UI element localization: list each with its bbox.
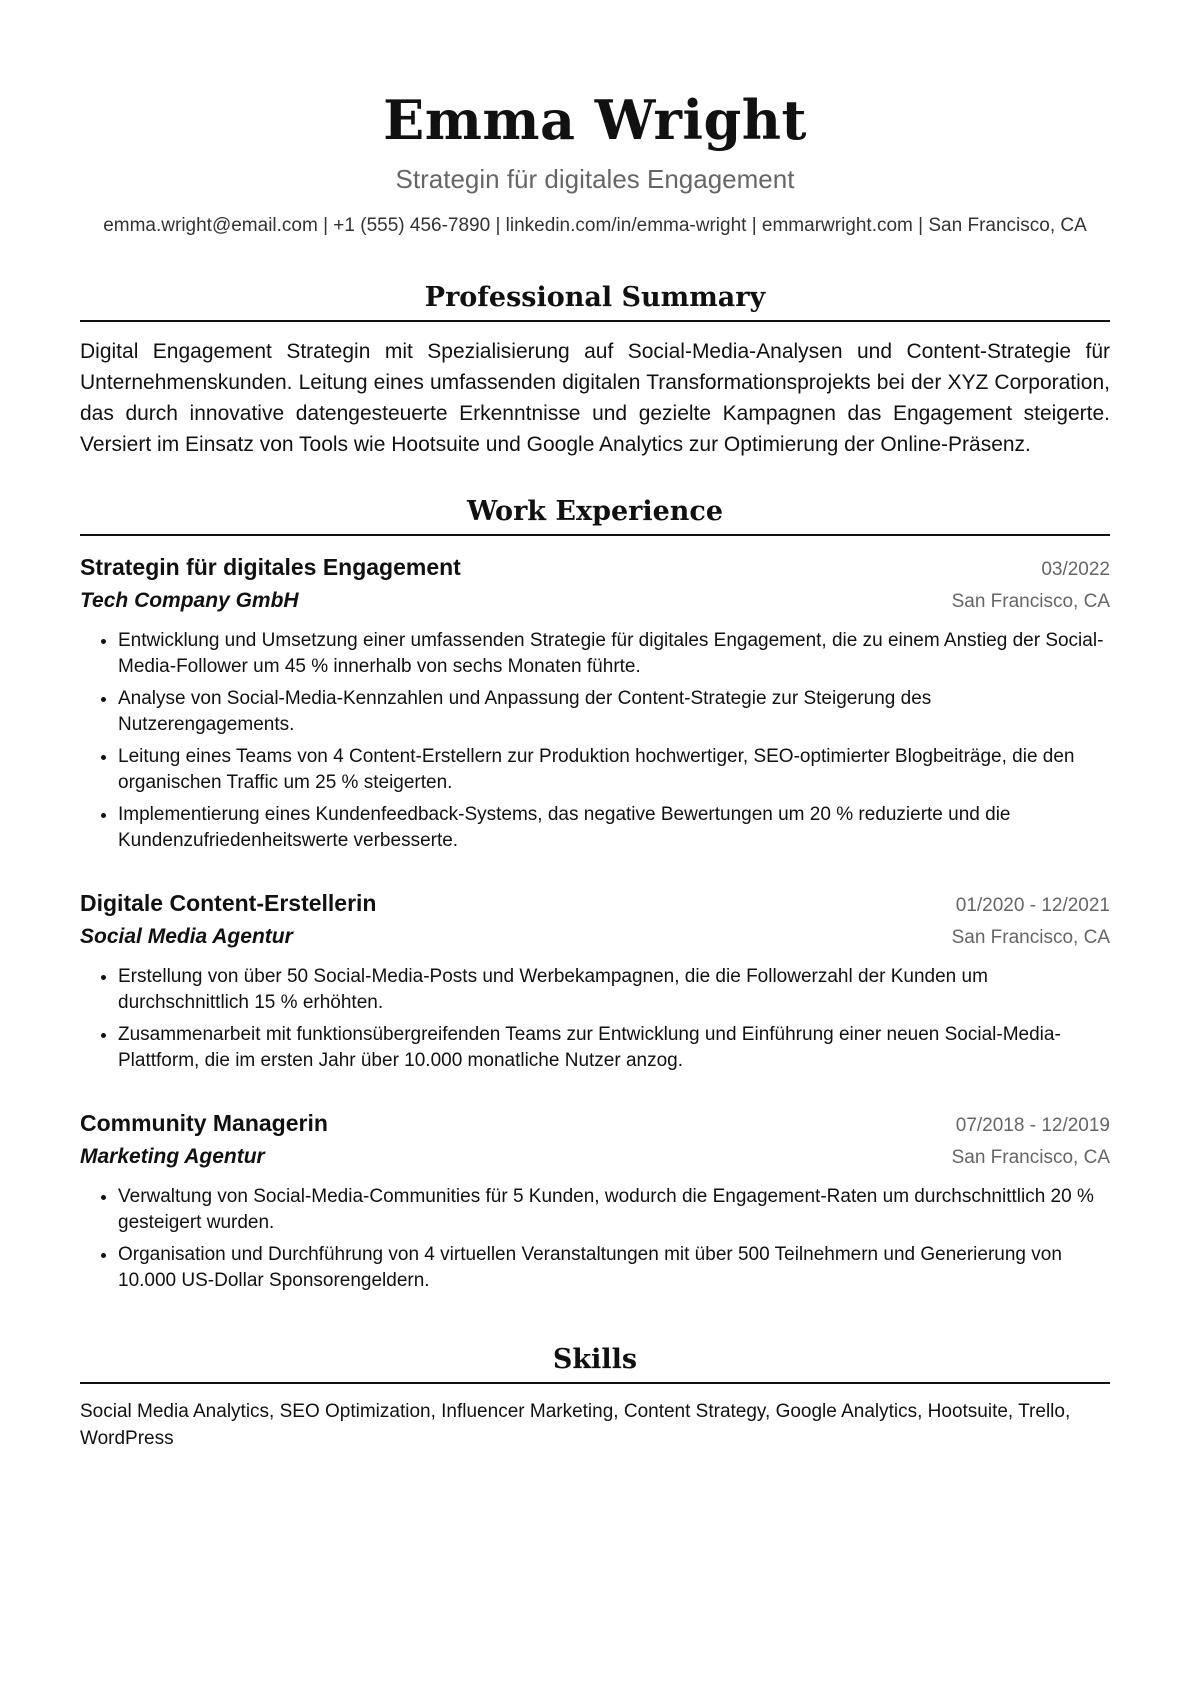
job-entry bbox=[80, 550, 1110, 854]
job-company-row bbox=[80, 584, 1110, 618]
job-title-row bbox=[80, 886, 1110, 920]
job-company-row bbox=[80, 920, 1110, 954]
summary-section bbox=[80, 278, 1110, 460]
summary-heading: Professional Summary bbox=[80, 278, 1110, 322]
job-location: San Francisco, CA bbox=[951, 927, 1110, 948]
candidate-title: Strategin für digitales Engagement bbox=[395, 164, 795, 194]
experience-section bbox=[80, 492, 1110, 1294]
bullet-item: • Leitung eines Teams von 4 Content-Erstellern zur Produktion hochwertiger, SEO-optimierter Blogbeiträge, die den organischen Traffic um 25 % steigerten. bbox=[118, 744, 1110, 796]
bullet-item: • Erstellung von über 50 Social-Media-Posts und Werbekampagnen, die die Followerzahl der Kunden um durchschnittlich 15 % erhöhten. bbox=[118, 964, 1110, 1016]
bullet-item: • Zusammenarbeit mit funktionsübergreifenden Teams zur Entwicklung und Einführung einer neuen Social-Media-Plattform, die im ersten Jahr über 10.000 monatliche Nutzer anzog. bbox=[118, 1022, 1110, 1074]
job-title: Strategin für digitales Engagement bbox=[80, 554, 461, 580]
skills-heading: Skills bbox=[80, 1340, 1110, 1384]
contact-line: emma.wright@email.com | +1 (555) 456-7890 | linkedin.com/in/emma-wright | emmarwright.com | San Francisco, CA bbox=[103, 215, 1087, 236]
job-date: 01/2020 - 12/2021 bbox=[955, 895, 1110, 916]
job-title-row bbox=[80, 1106, 1110, 1140]
bullet-item: • Implementierung eines Kundenfeedback-Systems, das negative Bewertungen um 20 % reduzierte und die Kundenzufriedenheitswerte verbesserte. bbox=[118, 802, 1110, 854]
job-title-row bbox=[80, 550, 1110, 584]
job-location: San Francisco, CA bbox=[951, 591, 1110, 612]
job-title: Community Managerin bbox=[80, 1110, 328, 1136]
job-company: Tech Company GmbH bbox=[80, 589, 299, 612]
skills-text: Social Media Analytics, SEO Optimization, Influencer Marketing, Content Strategy, Google Analytics, Hootsuite, Trello, WordPress bbox=[80, 1401, 1071, 1449]
bullet-item: • Analyse von Social-Media-Kennzahlen und Anpassung der Content-Strategie zur Steigerung des Nutzerengagements. bbox=[118, 686, 1110, 738]
summary-text: Digital Engagement Strategin mit Spezialisierung auf Social-Media-Analysen und Content-Strategie für Unternehmenskunden. Leitung eines umfassenden digitalen Transformationsprojekts bei der XYZ Corporation, das durch innovative datengesteuerte Erkenntnisse und gezielte Kampagnen das Engagement steigerte. Versiert im Einsatz von Tools wie Hootsuite und Google Analytics zur Optimierung der Online-Präsenz. bbox=[80, 340, 1110, 456]
job-company-row bbox=[80, 1140, 1110, 1174]
resume-page bbox=[80, 0, 1110, 1452]
job-company: Social Media Agentur bbox=[80, 925, 293, 948]
job-date: 07/2018 - 12/2019 bbox=[955, 1115, 1110, 1136]
job-date: 03/2022 bbox=[1041, 559, 1110, 580]
job-bullets bbox=[80, 964, 1110, 1074]
bullet-item: • Verwaltung von Social-Media-Communities für 5 Kunden, wodurch die Engagement-Raten um durchschnittlich 20 % gesteigert wurden. bbox=[118, 1184, 1110, 1236]
candidate-name: Emma Wright bbox=[383, 88, 807, 152]
job-location: San Francisco, CA bbox=[951, 1147, 1110, 1168]
bullet-item: • Entwicklung und Umsetzung einer umfassenden Strategie für digitales Engagement, die zu einem Anstieg der Social-Media-Follower um 45 % innerhalb von sechs Monaten führte. bbox=[118, 628, 1110, 680]
experience-heading: Work Experience bbox=[80, 492, 1110, 536]
bullet-item: • Organisation und Durchführung von 4 virtuellen Veranstaltungen mit über 500 Teilnehmern und Generierung von 10.000 US-Dollar Sponsorengeldern. bbox=[118, 1242, 1110, 1294]
job-entry bbox=[80, 1106, 1110, 1294]
job-bullets bbox=[80, 628, 1110, 854]
job-company: Marketing Agentur bbox=[80, 1145, 265, 1168]
job-entry bbox=[80, 886, 1110, 1074]
job-bullets bbox=[80, 1184, 1110, 1294]
job-title: Digitale Content-Erstellerin bbox=[80, 890, 377, 916]
skills-section bbox=[80, 1340, 1110, 1452]
